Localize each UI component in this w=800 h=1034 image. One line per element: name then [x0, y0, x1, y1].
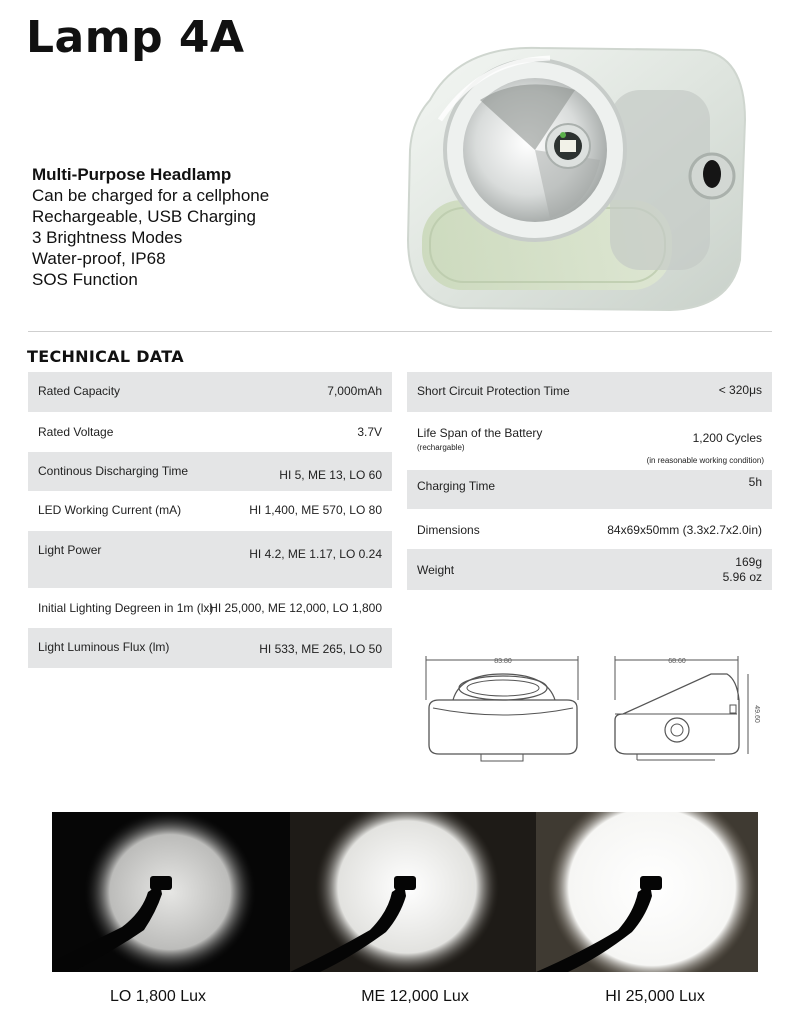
- product-title: Lamp 4A: [26, 12, 245, 63]
- section-divider: [28, 331, 772, 332]
- spec-label: Light Luminous Flux (lm): [38, 640, 170, 654]
- spec-row: [28, 491, 392, 531]
- dimension-drawings: [415, 650, 765, 765]
- spec-value: HI 5, ME 13, LO 60: [279, 468, 382, 482]
- spec-table-right: [407, 372, 772, 590]
- spec-row: [28, 588, 392, 628]
- spec-value: HI 4.2, ME 1.17, LO 0.24: [249, 547, 382, 561]
- spec-value: 1,200 Cycles: [692, 431, 762, 445]
- spec-row: [28, 412, 392, 452]
- spec-row: [28, 531, 392, 588]
- spec-label: Initial Lighting Degreen in 1m (lx): [38, 601, 214, 615]
- spec-value-secondary: 5.96 oz: [722, 570, 762, 584]
- feature-item: Rechargeable, USB Charging: [32, 207, 256, 226]
- spec-label: Dimensions: [417, 523, 480, 537]
- spec-row: [28, 372, 392, 412]
- spec-row: [407, 509, 772, 549]
- spec-value: 3.7V: [357, 425, 382, 439]
- technical-data-heading: TECHNICAL DATA: [27, 347, 184, 366]
- feature-item: SOS Function: [32, 270, 138, 289]
- beam-label-lo: LO 1,800 Lux: [109, 988, 207, 1005]
- spec-value: HI 533, ME 265, LO 50: [259, 642, 382, 656]
- feature-item: Water-proof, IP68: [32, 249, 166, 268]
- dim-width-label: 83.80: [494, 658, 512, 665]
- spec-row: [407, 372, 772, 412]
- spec-label: Light Power: [38, 543, 102, 557]
- beam-label-me: ME 12,000 Lux: [361, 988, 469, 1005]
- spec-label: Rated Capacity: [38, 384, 121, 398]
- feature-item: Can be charged for a cellphone: [32, 186, 270, 205]
- feature-item: 3 Brightness Modes: [32, 228, 183, 247]
- spec-label: Charging Time: [417, 479, 496, 493]
- feature-list: [32, 164, 269, 290]
- spec-value: HI 1,400, ME 570, LO 80: [249, 503, 382, 517]
- spec-label: Life Span of the Battery: [417, 426, 543, 440]
- features-heading: Multi-Purpose Headlamp: [32, 165, 232, 184]
- spec-row: [407, 412, 772, 470]
- spec-label: Rated Voltage: [38, 425, 114, 439]
- spec-row: [28, 628, 392, 668]
- spec-value: HI 25,000, ME 12,000, LO 1,800: [209, 601, 382, 615]
- spec-value: 5h: [748, 475, 762, 489]
- spec-value: < 320μs: [718, 383, 762, 397]
- spec-row: [28, 452, 392, 491]
- spec-table-left: [28, 372, 392, 668]
- spec-sublabel: (rechargable): [417, 443, 465, 452]
- dim-depth-label: 68.60: [668, 658, 686, 665]
- dim-height-label: 49.60: [753, 705, 760, 723]
- spec-value: 7,000mAh: [327, 384, 382, 398]
- beam-comparison-photos: [52, 812, 758, 972]
- spec-label: Weight: [417, 563, 455, 577]
- spec-row: [407, 549, 772, 590]
- headlamp-photo: [400, 40, 760, 315]
- spec-label: LED Working Current (mA): [38, 503, 182, 517]
- beam-photo-me: [290, 812, 536, 972]
- beam-label-hi: HI 25,000 Lux: [605, 988, 705, 1005]
- spec-value: 169g: [735, 555, 762, 569]
- spec-row: [407, 470, 772, 509]
- spec-label: Continous Discharging Time: [38, 464, 189, 478]
- spec-value: 84x69x50mm (3.3x2.7x2.0in): [607, 523, 762, 537]
- spec-label: Short Circuit Protection Time: [417, 384, 570, 398]
- spec-note: (in reasonable working condition): [646, 456, 764, 465]
